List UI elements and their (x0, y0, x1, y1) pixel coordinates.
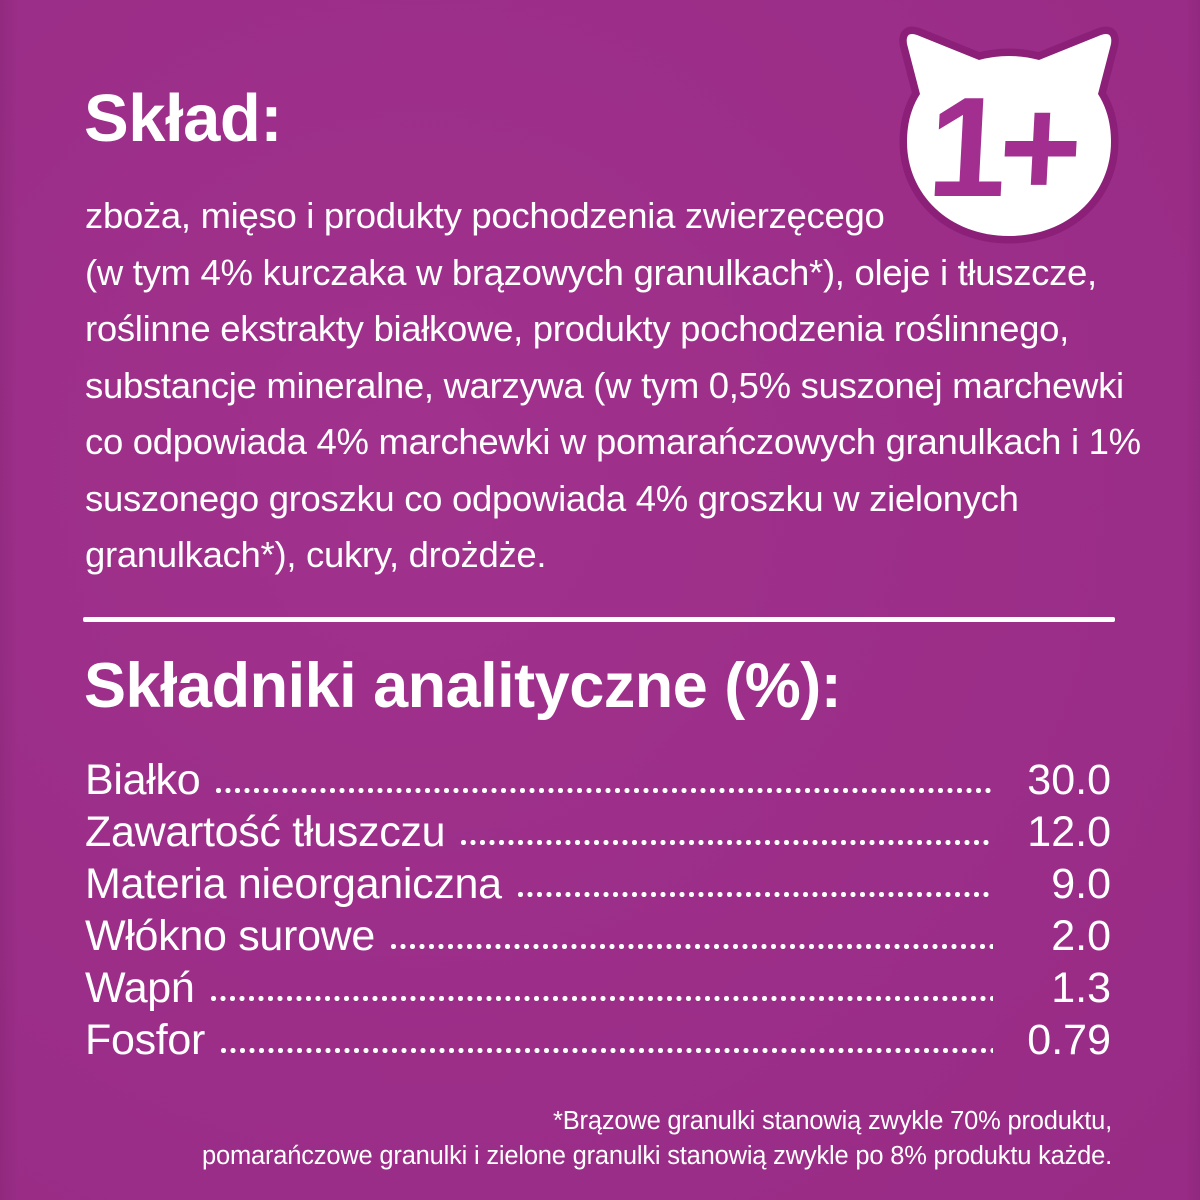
footnote (202, 1104, 1112, 1174)
row-value: 1.3 (1051, 964, 1111, 1012)
row-value: 0.79 (1027, 1016, 1111, 1064)
footnote-line: pomarańczowe granulki i zielone granulki stanowią zwykle po 8% produktu każde. (202, 1142, 1112, 1170)
table-row (85, 858, 1111, 910)
dot-leader (516, 891, 993, 898)
row-label: Fosfor (85, 1016, 206, 1064)
row-value: 9.0 (1051, 860, 1111, 908)
age-badge-label: 1+ (924, 68, 1079, 227)
row-value: 2.0 (1051, 912, 1111, 960)
ingredients-line: roślinne ekstrakty białkowe, produkty pochodzenia roślinnego, (85, 308, 1069, 349)
row-label: Zawartość tłuszczu (85, 808, 446, 856)
table-row (85, 754, 1111, 806)
ingredients-line: granulkach*), cukry, drożdże. (85, 534, 547, 575)
ingredients-line: co odpowiada 4% marchewki w pomarańczowych granulkach i 1% (85, 421, 1141, 462)
dot-leader (389, 943, 993, 950)
ingredients-line: substancje mineralne, warzywa (w tym 0,5% suszonej marchewki (85, 364, 1124, 406)
row-value: 12.0 (1027, 808, 1111, 856)
analytical-heading: Składniki analityczne (%): (84, 651, 842, 721)
section-divider (83, 617, 1115, 622)
table-row (85, 962, 1111, 1014)
age-badge (878, 16, 1140, 250)
ingredients-line: suszonego groszku co odpowiada 4% groszku w zielonych (85, 477, 1019, 519)
row-label: Materia nieorganiczna (85, 860, 502, 908)
ingredients-line: (w tym 4% kurczaka w brązowych granulkach*), oleje i tłuszcze, (85, 251, 1097, 293)
row-value: 30.0 (1027, 756, 1111, 804)
dot-leader (214, 787, 993, 794)
table-row (85, 806, 1111, 858)
row-label: Włókno surowe (85, 912, 376, 960)
footnote-line: *Brązowe granulki stanowią zwykle 70% produktu, (553, 1107, 1112, 1135)
ingredients-heading: Skład: (84, 81, 283, 156)
dot-leader (459, 839, 993, 846)
row-label: Białko (85, 756, 201, 804)
row-label: Wapń (85, 964, 195, 1012)
dot-leader (219, 1047, 993, 1054)
analytical-table (85, 754, 1111, 1066)
table-row (85, 1014, 1111, 1066)
table-row (85, 910, 1111, 962)
dot-leader (209, 995, 993, 1002)
ingredients-line: zboża, mięso i produkty pochodzenia zwierzęcego (85, 195, 885, 236)
cat-head-icon (878, 16, 1140, 250)
